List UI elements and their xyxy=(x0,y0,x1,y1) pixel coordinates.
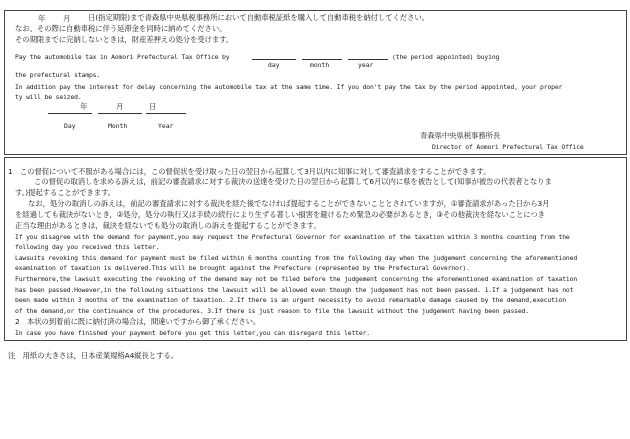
year-blank xyxy=(348,59,388,60)
interest-line-en: In addition pay the interest for delay concerning the automobile tax at the same time. If you don't pay the tax by the period appointed, your proper xyxy=(15,83,563,91)
month-blank xyxy=(302,59,342,60)
issue-month-blank xyxy=(98,113,142,114)
day-caption: day xyxy=(268,61,280,69)
appeal-en-2: following day you received this letter. xyxy=(15,243,160,251)
seizure-warning-jp: その期限までに完納しないときは，財産差押えの処分を受けます。 xyxy=(15,35,234,44)
pay-instruction-en: Pay the automobile tax in Aomori Prefectural Tax Office by xyxy=(15,53,230,61)
appeal-jp-2: この督促の取消しを求める訴えは，前記の審査請求に対する裁決の送達を受けた日の翌日から起算して6月以内に県を被告として(知事が被告の代表者となりま xyxy=(34,177,552,186)
issue-month-caption: Month xyxy=(108,122,128,130)
interest-instruction-jp: なお、その際に自動車税に伴う延滞金を同時に納めてください。 xyxy=(15,24,227,33)
deadline-month-label: 月 xyxy=(63,14,71,23)
issue-year-label: 年 xyxy=(80,102,88,111)
stamps-line-en: the prefectural stamps. xyxy=(15,71,101,79)
month-caption: month xyxy=(310,61,330,69)
issue-year-blank xyxy=(146,113,186,114)
prepaid-notice-en: In case you have finished your payment before you get this letter,you can disregard this letter. xyxy=(15,329,370,337)
prepaid-notice-jp: 2 本状の到着前に既に納付済の場合は，間違いですから御了承ください。 xyxy=(15,317,261,326)
appeal-jp-6: 正当な理由があるときは，裁決を経ないでも処分の取消しの訴えを提起することができます。 xyxy=(15,221,321,230)
appeal-en-3: Lawsuits revoking this demand for payment must be filed within 6 months counting from the following day when the judgement concerning the aforementioned xyxy=(15,254,578,262)
paper-size-note: 注 用紙の大きさは，日本産業規格A4縦長とする。 xyxy=(8,351,178,360)
issue-day-caption: Day xyxy=(64,122,76,130)
issuer-name-jp: 青森県中央県税事務所長 xyxy=(420,131,501,140)
appeal-en-6: has been passed.However,in the following situations the lawsuit will be allowed even though the judgement has not been passed. 1.If a judgement has not xyxy=(15,286,574,294)
issue-day-blank xyxy=(48,113,92,114)
appeal-jp-5: を経過しても裁決がないとき，②処分，処分の執行又は手続の続行により生ずる著しい損害を避けるため緊急の必要があるとき，③その他裁決を経ないことにつき xyxy=(15,210,545,219)
appeal-jp-4: なお，処分の取消しの訴えは，前記の審査請求に対する裁決を経た後でなければ提起することができないこととされていますが，①審査請求があった日から3月 xyxy=(28,199,550,208)
issuer-name-en: Director of Aomori Prefectural Tax Office xyxy=(432,143,584,151)
appeal-en-5: Furthermore,the lawsuit executing the revoking of the demand may not be filed before the judgement concerning the aforementioned examination of taxation xyxy=(15,275,578,283)
appeal-en-8: of the demand,or the continuance of the procedures. 3.If there is just reason to file the lawsuit without the judgement having been passed. xyxy=(15,307,529,315)
appeal-en-7: been made within 3 months of the examination of taxation. 2.If there is an urgent necessity to avoid remarkable damage caused by the demand,execution xyxy=(15,296,566,304)
issue-day-label: 日 xyxy=(149,102,157,111)
appeal-en-1: If you disagree with the demand for payment,you may request the Prefectural Governor for examination of the taxation within 3 months counting from the xyxy=(15,233,570,241)
deadline-year-label: 年 xyxy=(38,14,46,23)
interest-line-en-cont: ty will be seized. xyxy=(15,93,82,101)
issue-month-label: 月 xyxy=(116,102,124,111)
day-blank xyxy=(252,59,296,60)
deadline-instruction-jp: 日(指定期限)まで青森県中央県税事務所において自動車税証紙を購入して自動車税を納付してください。 xyxy=(88,13,429,22)
pay-instruction-suffix-en: (the period appointed) buying xyxy=(392,53,500,61)
appeal-jp-1: 1 この督促について不服がある場合には，この督促状を受け取った日の翌日から起算して3月以内に知事に対して審査請求をすることができます。 xyxy=(8,167,491,176)
appeal-en-4: examination of taxation is delivered.This will be brought against the Prefecture (represented by the Prefectural Governor). xyxy=(15,264,470,272)
appeal-jp-3: す。)提起することができます。 xyxy=(15,188,115,197)
year-caption: year xyxy=(358,61,374,69)
issue-year-caption: Year xyxy=(158,122,174,130)
